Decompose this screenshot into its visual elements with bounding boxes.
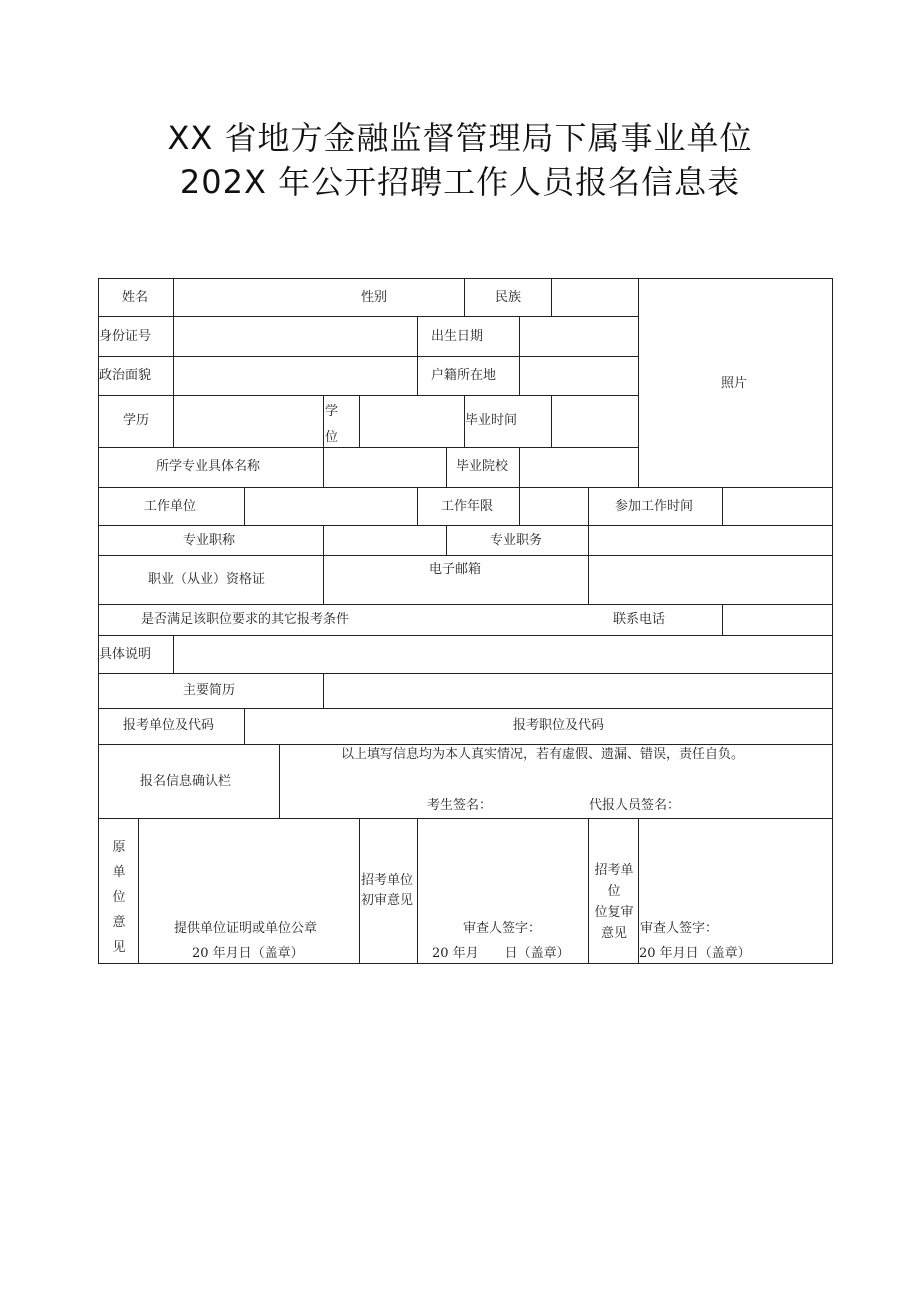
id-number-field[interactable] (174, 317, 417, 356)
household-location-field[interactable] (520, 357, 638, 395)
photo-label: 照片 (721, 376, 748, 391)
graduate-school-label: 毕业院校 (456, 459, 509, 474)
work-unit-label: 工作单位 (144, 499, 197, 514)
education-field[interactable] (174, 396, 323, 447)
political-status-label: 政治面貌 (99, 368, 152, 383)
degree-field[interactable] (360, 396, 464, 447)
apply-position-code-label: 报考职位及代码 (513, 718, 605, 733)
resume-label: 主要简历 (183, 683, 236, 698)
phone-label: 联系电话 (613, 612, 666, 627)
page-title-line-1: XX 省地方金融监督管理局下属事业单位 (167, 119, 753, 157)
original-unit-opinion-label: 原 单 位 意 见 (112, 840, 126, 955)
major-full-name-label: 所学专业具体名称 (156, 459, 261, 474)
resume-field[interactable] (324, 674, 832, 708)
work-start-time-label: 参加工作时间 (615, 499, 694, 514)
graduation-time-field[interactable] (552, 396, 638, 447)
candidate-signature-label: 考生签名： (427, 798, 493, 813)
birth-date-label: 出生日期 (431, 329, 484, 344)
ethnicity-label: 民族 (495, 290, 522, 305)
email-label: 电子邮箱 (429, 562, 482, 577)
phone-field[interactable] (723, 605, 832, 635)
name-field[interactable] (174, 279, 354, 316)
professional-position-field[interactable] (589, 526, 832, 555)
id-number-label: 身份证号 (99, 329, 152, 344)
photo-field[interactable] (639, 279, 832, 487)
recheck-date: 20 年月日（盖章） (639, 946, 751, 961)
apply-unit-code-label: 报考单位及代码 (123, 718, 215, 733)
recheck-label: 招考单位 位复审 意见 (594, 863, 634, 941)
qualification-cert-label: 职业（从业）资格证 (148, 572, 266, 587)
work-years-label: 工作年限 (441, 499, 494, 514)
household-location-label: 户籍所在地 (431, 368, 497, 383)
major-full-name-field[interactable] (324, 448, 446, 487)
provide-proof-label: 提供单位证明或单位公章 (174, 921, 318, 936)
proxy-signature-label: 代报人员签名： (589, 798, 681, 813)
original-date: 20 年月日（盖章） (192, 946, 304, 961)
degree-label-char-1: 学 (325, 404, 339, 419)
professional-title-field[interactable] (324, 526, 446, 555)
work-start-time-field[interactable] (723, 488, 832, 525)
education-label: 学历 (123, 413, 150, 428)
work-unit-field[interactable] (245, 488, 417, 525)
gender-label: 性别 (361, 290, 388, 305)
email-field[interactable] (589, 556, 832, 604)
initial-review-label: 招考单位 初审意见 (361, 873, 414, 908)
confirm-statement: 以上填写信息均为本人真实情况，若有虚假、遗漏、错误，责任自负。 (341, 747, 745, 762)
other-conditions-label: 是否满足该职位要求的其它报考条件 (141, 612, 350, 627)
graduate-school-field[interactable] (520, 448, 638, 487)
professional-title-label: 专业职称 (183, 533, 236, 548)
reviewer-signature-1: 审查人签字： (463, 921, 542, 936)
initial-review-date: 20 年月 日（盖章） (432, 946, 570, 961)
name-label: 姓名 (122, 290, 149, 305)
political-status-field[interactable] (174, 357, 417, 395)
graduation-time-label: 毕业时间 (465, 413, 518, 428)
reviewer-signature-2: 审查人签字： (640, 921, 719, 936)
confirm-label: 报名信息确认栏 (140, 774, 232, 789)
degree-label-char-2: 位 (325, 430, 339, 445)
details-label: 具体说明 (99, 647, 152, 662)
ethnicity-field[interactable] (552, 279, 638, 316)
page-title-line-2: 202X 年公开招聘工作人员报名信息表 (179, 163, 741, 201)
gender-field[interactable] (400, 279, 464, 316)
details-field[interactable] (174, 636, 832, 673)
birth-date-field[interactable] (520, 317, 638, 356)
work-years-field[interactable] (520, 488, 588, 525)
professional-position-label: 专业职务 (490, 533, 543, 548)
